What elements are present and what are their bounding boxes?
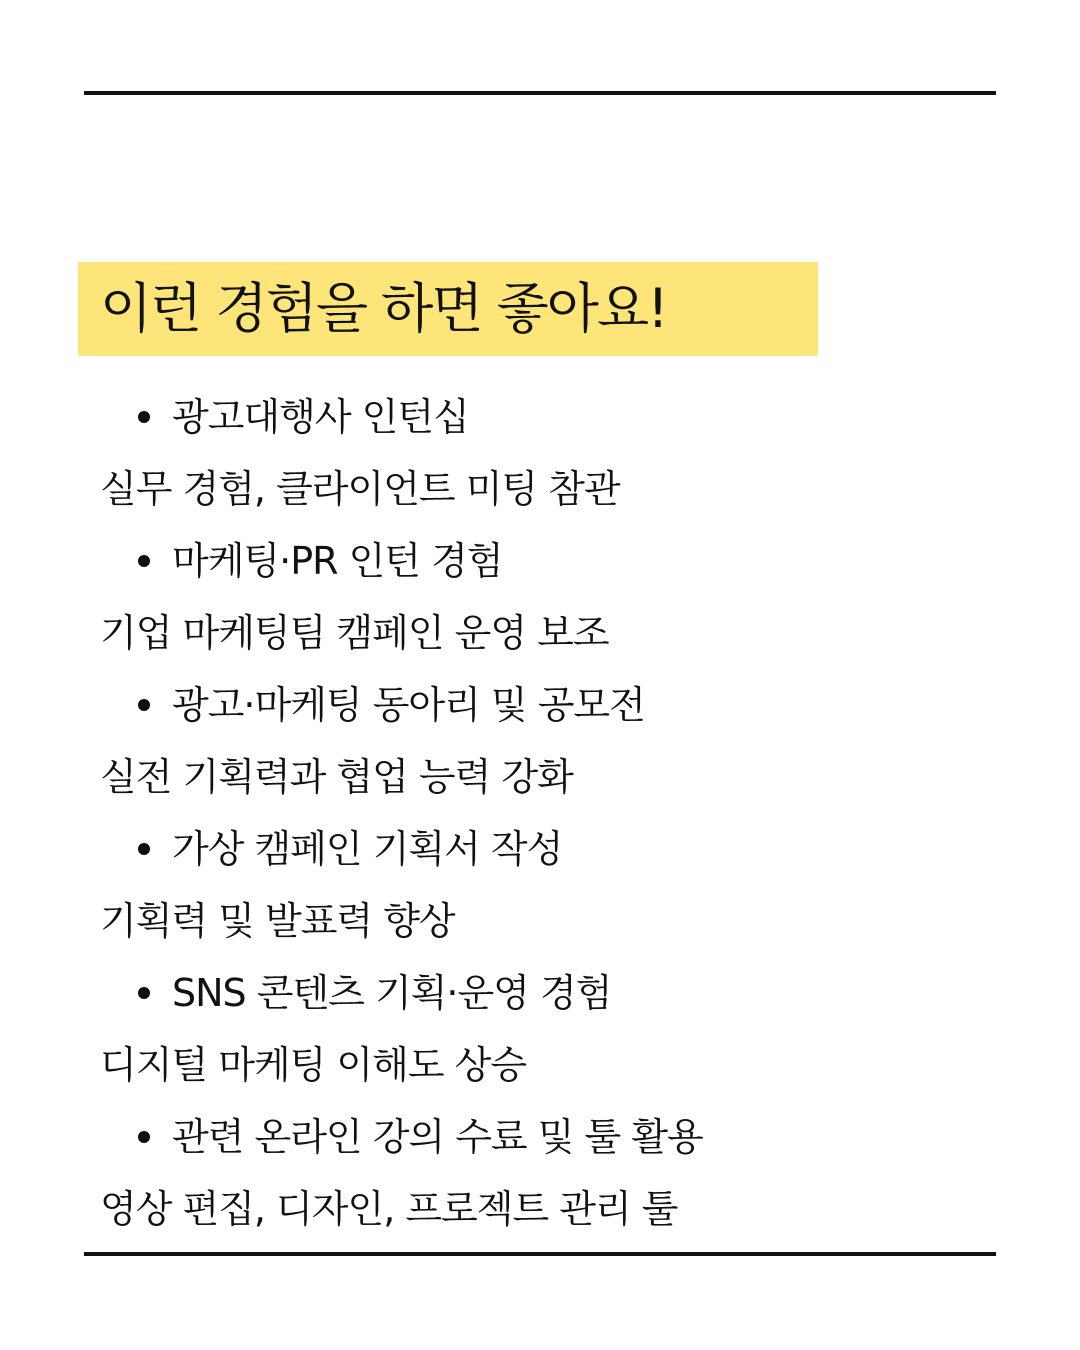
item-description: 디지털 마케팅 이해도 상승 [100, 1043, 527, 1087]
item-title: SNS 콘텐츠 기획·운영 경험 [172, 971, 612, 1015]
heading-highlight [78, 262, 818, 356]
list-item [138, 827, 563, 871]
bullet-icon [138, 699, 150, 711]
item-title: 가상 캠페인 기획서 작성 [172, 827, 563, 871]
list-item [138, 971, 612, 1015]
item-description: 영상 편집, 디자인, 프로젝트 관리 툴 [100, 1187, 678, 1231]
item-title: 광고대행사 인턴십 [172, 395, 469, 439]
bullet-icon [138, 1131, 150, 1143]
bullet-icon [138, 555, 150, 567]
item-description: 기업 마케팅팀 캠페인 운영 보조 [100, 611, 609, 655]
list-item [138, 683, 645, 727]
bullet-icon [138, 987, 150, 999]
item-title: 광고·마케팅 동아리 및 공모전 [172, 683, 645, 727]
bullet-icon [138, 843, 150, 855]
list-item [138, 1115, 703, 1159]
list-item [138, 395, 469, 439]
list-item [138, 539, 503, 583]
item-title: 관련 온라인 강의 수료 및 툴 활용 [172, 1115, 703, 1159]
item-description: 기획력 및 발표력 향상 [100, 899, 455, 943]
bullet-icon [138, 411, 150, 423]
item-title: 마케팅·PR 인턴 경험 [172, 539, 503, 583]
item-description: 실무 경험, 클라이언트 미팅 참관 [100, 467, 620, 511]
top-divider [84, 91, 996, 95]
page-title: 이런 경험을 하면 좋아요! [100, 277, 667, 340]
bottom-divider [84, 1252, 996, 1256]
item-description: 실전 기획력과 협업 능력 강화 [100, 755, 573, 799]
